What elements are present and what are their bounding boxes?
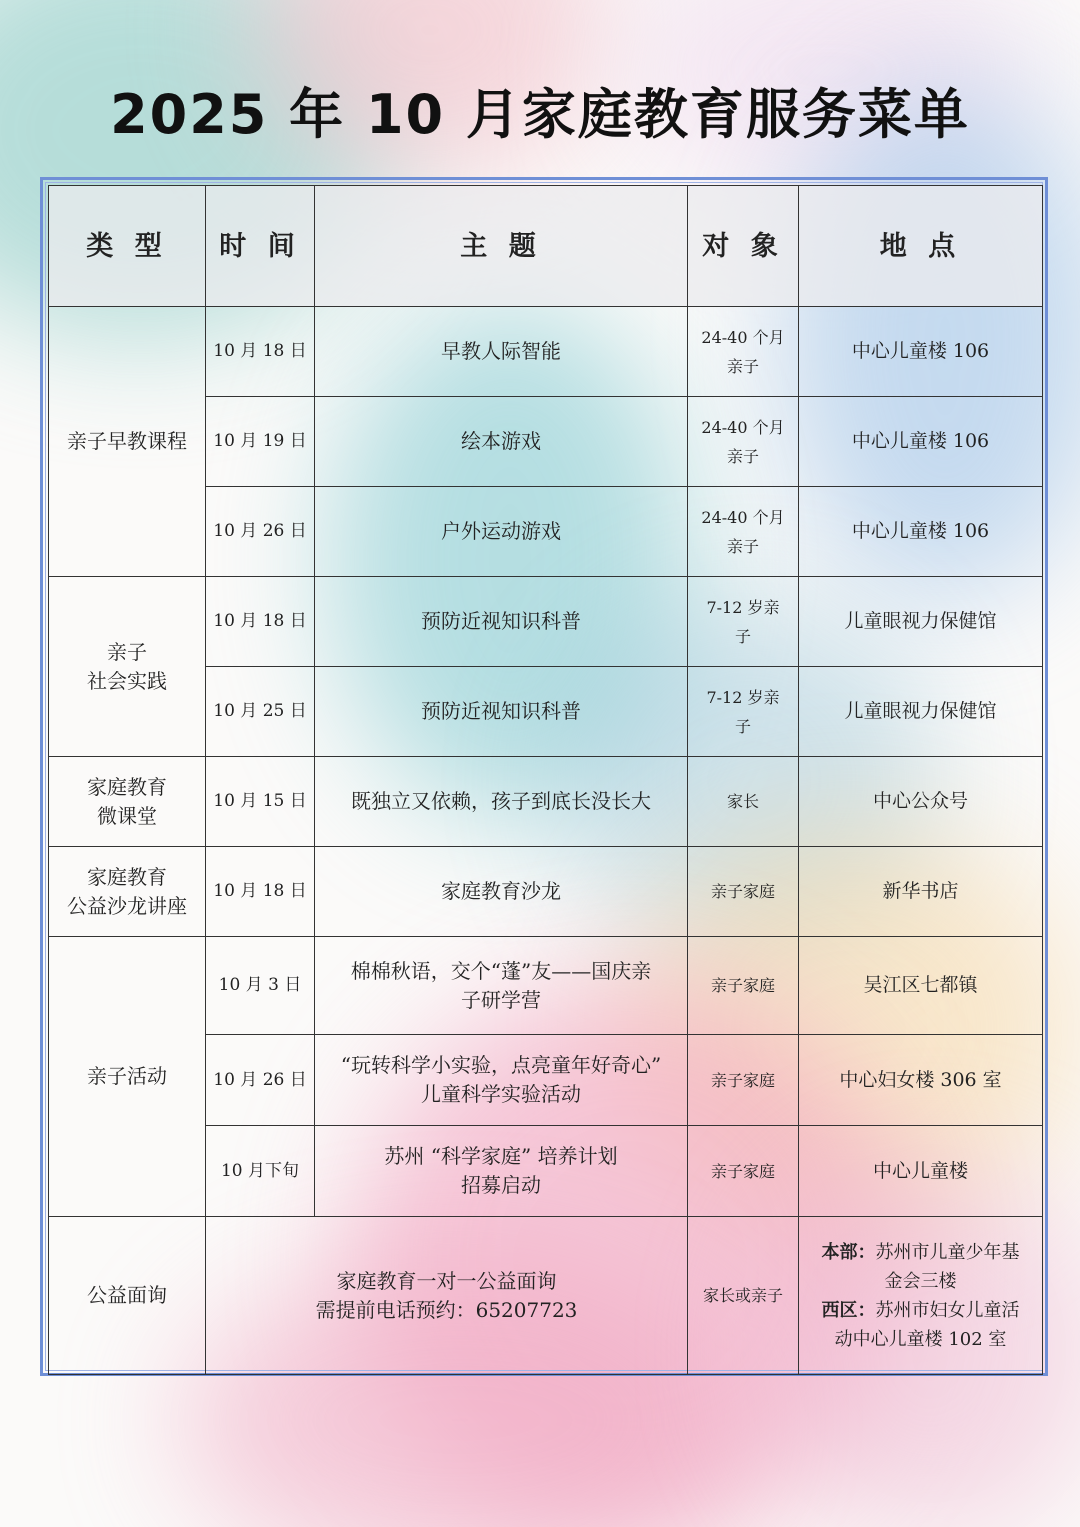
header-row xyxy=(49,186,1043,307)
table-row xyxy=(49,847,1043,937)
topic-cell: 预防近视知识科普 xyxy=(315,577,688,667)
category-cell: 家庭教育 微课堂 xyxy=(49,757,206,847)
location-cell: 中心妇女楼 306 室 xyxy=(799,1035,1043,1126)
west-campus-label: 西区： xyxy=(821,1299,876,1321)
audience-cell: 7-12 岁亲 子 xyxy=(688,577,799,667)
audience-cell: 亲子家庭 xyxy=(688,1126,799,1217)
category-cell: 亲子活动 xyxy=(49,937,206,1217)
location-cell: 新华书店 xyxy=(799,847,1043,937)
audience-cell: 家长 xyxy=(688,757,799,847)
date-cell: 10 月 3 日 xyxy=(206,937,315,1035)
header-time: 时 间 xyxy=(206,186,315,307)
page-title: 2025 年 10 月家庭教育服务菜单 xyxy=(110,83,970,146)
header-location: 地 点 xyxy=(799,186,1043,307)
topic-cell: 预防近视知识科普 xyxy=(315,667,688,757)
date-cell: 10 月 26 日 xyxy=(206,1035,315,1126)
location-cell: 儿童眼视力保健馆 xyxy=(799,577,1043,667)
topic-cell: 户外运动游戏 xyxy=(315,487,688,577)
audience-cell: 亲子家庭 xyxy=(688,937,799,1035)
audience-cell: 7-12 岁亲 子 xyxy=(688,667,799,757)
date-cell: 10 月下旬 xyxy=(206,1126,315,1217)
date-cell: 10 月 18 日 xyxy=(206,307,315,397)
header-topic: 主 题 xyxy=(315,186,688,307)
audience-cell: 亲子家庭 xyxy=(688,1035,799,1126)
main-campus-label: 本部： xyxy=(821,1241,876,1263)
header-type: 类 型 xyxy=(49,186,206,307)
topic-cell: 绘本游戏 xyxy=(315,397,688,487)
table-row xyxy=(49,937,1043,1035)
table-row xyxy=(49,1217,1043,1375)
table-row xyxy=(49,577,1043,667)
date-cell: 10 月 25 日 xyxy=(206,667,315,757)
table-row xyxy=(49,757,1043,847)
audience-cell: 家长或亲子 xyxy=(688,1217,799,1375)
topic-cell: 棉棉秋语，交个“蓬”友——国庆亲 子研学营 xyxy=(315,937,688,1035)
topic-cell: “玩转科学小实验，点亮童年好奇心” 儿童科学实验活动 xyxy=(315,1035,688,1126)
audience-cell: 亲子家庭 xyxy=(688,847,799,937)
audience-cell: 24-40 个月 亲子 xyxy=(688,307,799,397)
service-menu-table xyxy=(48,185,1043,1375)
date-cell: 10 月 18 日 xyxy=(206,847,315,937)
location-cell: 中心公众号 xyxy=(799,757,1043,847)
header-audience: 对 象 xyxy=(688,186,799,307)
location-cell: 儿童眼视力保健馆 xyxy=(799,667,1043,757)
date-cell: 10 月 26 日 xyxy=(206,487,315,577)
topic-cell: 苏州 “科学家庭” 培养计划 招募启动 xyxy=(315,1126,688,1217)
category-cell: 家庭教育 公益沙龙讲座 xyxy=(49,847,206,937)
consult-location-cell: 本部：苏州市儿童少年基 金会三楼 西区：苏州市妇女儿童活 动中心儿童楼 102 室 xyxy=(799,1217,1043,1375)
table-row xyxy=(49,307,1043,397)
date-cell: 10 月 15 日 xyxy=(206,757,315,847)
date-cell: 10 月 18 日 xyxy=(206,577,315,667)
category-cell: 亲子 社会实践 xyxy=(49,577,206,757)
audience-cell: 24-40 个月 亲子 xyxy=(688,397,799,487)
date-cell: 10 月 19 日 xyxy=(206,397,315,487)
location-cell: 中心儿童楼 106 xyxy=(799,397,1043,487)
topic-cell: 既独立又依赖，孩子到底长没长大 xyxy=(315,757,688,847)
consult-topic-cell: 家庭教育一对一公益面询 需提前电话预约：65207723 xyxy=(206,1217,688,1375)
location-cell: 中心儿童楼 106 xyxy=(799,487,1043,577)
topic-cell: 早教人际智能 xyxy=(315,307,688,397)
category-cell: 亲子早教课程 xyxy=(49,307,206,577)
topic-cell: 家庭教育沙龙 xyxy=(315,847,688,937)
audience-cell: 24-40 个月 亲子 xyxy=(688,487,799,577)
category-cell: 公益面询 xyxy=(49,1217,206,1375)
location-cell: 中心儿童楼 xyxy=(799,1126,1043,1217)
location-cell: 中心儿童楼 106 xyxy=(799,307,1043,397)
location-cell: 吴江区七都镇 xyxy=(799,937,1043,1035)
